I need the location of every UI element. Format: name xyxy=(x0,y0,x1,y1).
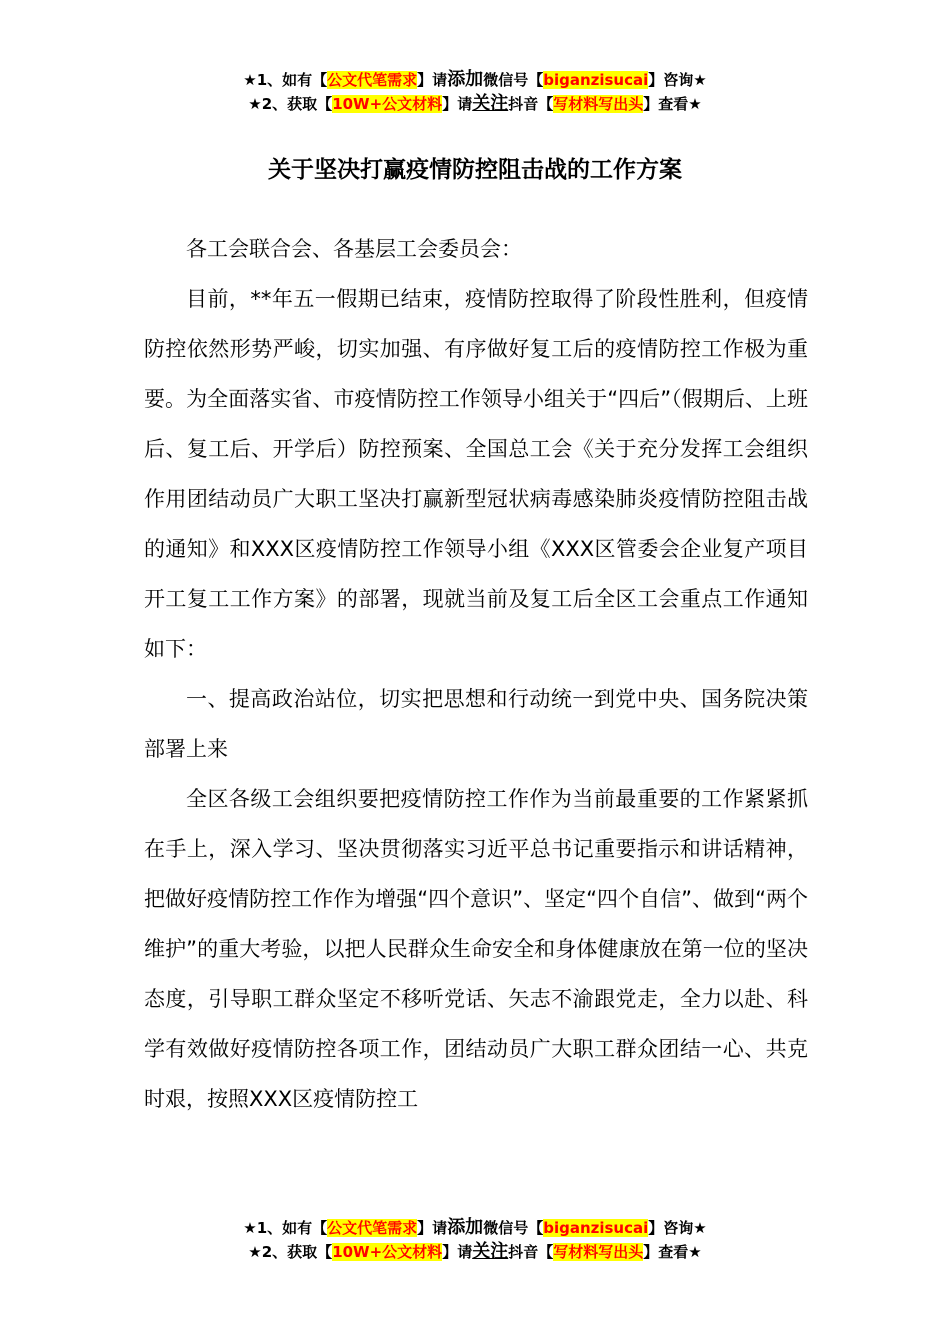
promo-line-1 xyxy=(0,68,950,92)
section-heading: 一、提高政治站位，切实把思想和行动统一到党中央、国务院决策部署上来 xyxy=(144,687,808,761)
promo-highlight: biganzisucai xyxy=(543,71,649,89)
promo-text: 】请 xyxy=(417,71,448,89)
promo-emphasis: 关注 xyxy=(472,1241,509,1262)
document-title: 关于坚决打赢疫情防控阻击战的工作方案 xyxy=(268,157,682,183)
promo-banner-top xyxy=(0,68,950,116)
promo-text: ★1、如有【 xyxy=(243,1219,328,1237)
salutation: 各工会联合会、各基层工会委员会： xyxy=(186,237,522,261)
promo-line-1 xyxy=(0,1216,950,1240)
body-paragraph: 全区各级工会组织要把疫情防控工作作为当前最重要的工作紧紧抓在手上，深入学习、坚决贯彻落实习近平总书记重要指示和讲话精神，把做好疫情防控工作作为增强“四个意识”、坚定“四个自信”、做到“两个维护”的重大考验，以把人民群众生命安全和身体健康放在第一位的坚决态度，引导职工群众坚定不移听党话、矢志不渝跟党走，全力以赴、科学有效做好疫情防控各项工作，团结动员广大职工群众团结一心、共克时艰，按照XXX区疫情防控工 xyxy=(144,787,808,1111)
promo-highlight: 写材料写出头 xyxy=(553,1243,644,1261)
promo-text: 】咨询★ xyxy=(648,1219,707,1237)
promo-highlight: 公文代笔需求 xyxy=(327,1219,418,1237)
promo-text: 】请 xyxy=(442,95,473,113)
promo-line-2 xyxy=(0,1240,950,1264)
promo-text: 】请 xyxy=(442,1243,473,1261)
promo-text: 抖音【 xyxy=(508,1243,554,1261)
promo-highlight: 10W+公文材料 xyxy=(332,1243,443,1261)
body-paragraph: 目前，**年五一假期已结束，疫情防控取得了阶段性胜利，但疫情防控依然形势严峻，切实加强、有序做好复工后的疫情防控工作极为重要。为全面落实省、市疫情防控工作领导小组关于“四后”（假期后、上班后、复工后、开学后）防控预案、全国总工会《关于充分发挥工会组织作用团结动员广大职工坚决打赢新型冠状病毒感染肺炎疫情防控阻击战的通知》和XXX区疫情防控工作领导小组《XXX区管委会企业复产项目开工复工工作方案》的部署，现就当前及复工后全区工会重点工作通知如下： xyxy=(144,287,808,661)
promo-banner-bottom xyxy=(0,1216,950,1264)
document-body xyxy=(144,224,808,1124)
promo-text: ★1、如有【 xyxy=(243,71,328,89)
promo-emphasis: 关注 xyxy=(472,93,509,114)
promo-emphasis: 添加 xyxy=(447,1217,484,1238)
promo-line-2 xyxy=(0,92,950,116)
promo-text: ★2、获取【 xyxy=(248,1243,333,1261)
promo-text: 抖音【 xyxy=(508,95,554,113)
promo-text: 微信号【 xyxy=(483,1219,544,1237)
promo-text: 】请 xyxy=(417,1219,448,1237)
promo-highlight: 10W+公文材料 xyxy=(332,95,443,113)
promo-highlight: 公文代笔需求 xyxy=(327,71,418,89)
promo-highlight: 写材料写出头 xyxy=(553,95,644,113)
promo-text: 微信号【 xyxy=(483,71,544,89)
promo-text: ★2、获取【 xyxy=(248,95,333,113)
promo-emphasis: 添加 xyxy=(447,69,484,90)
promo-text: 】咨询★ xyxy=(648,71,707,89)
promo-text: 】查看★ xyxy=(643,1243,702,1261)
promo-text: 】查看★ xyxy=(643,95,702,113)
promo-highlight: biganzisucai xyxy=(543,1219,649,1237)
